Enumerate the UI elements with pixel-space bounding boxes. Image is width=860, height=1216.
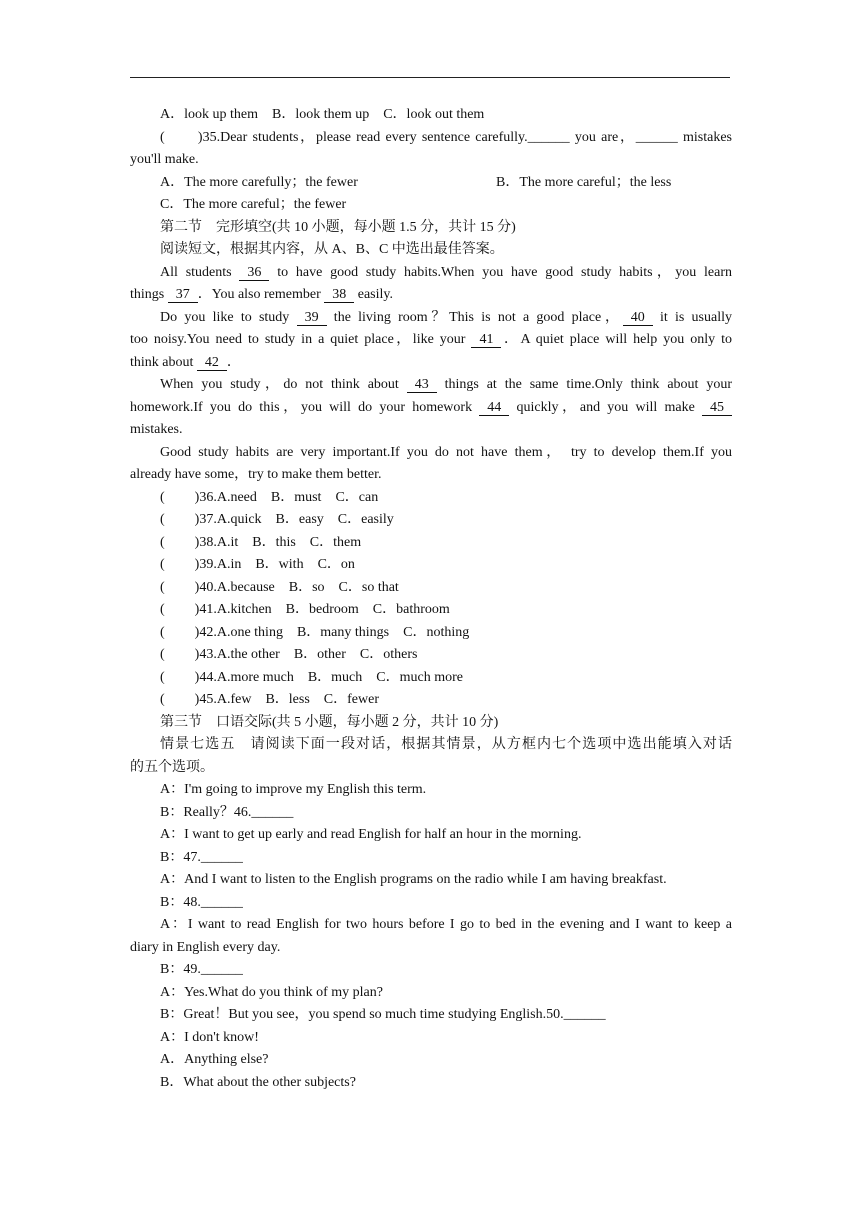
blank-43: 43 xyxy=(407,378,437,393)
question-40: ( )40.A.because B．so C．so that xyxy=(160,579,399,595)
q35-stem: ( )35.Dear students，please read every sentence carefully.______ you are，______ mistakes xyxy=(160,129,732,145)
passage-p1-line1: All students 36 to have good study habits.When you have good study habits，you learn xyxy=(160,264,732,280)
dialogue-line: B：Really？46.______ xyxy=(160,804,294,820)
passage-p2-line2: too noisy.You need to study in a quiet place，like your 41 ．A quiet place will help you only to xyxy=(130,332,732,347)
q35-option-a: A．The more carefully；the fewer xyxy=(160,174,358,190)
q35-stem-cont: you'll make. xyxy=(130,152,199,167)
blank-37: 37 xyxy=(168,288,198,303)
passage-p4-line1: Good study habits are very important.If you do not have them， try to develop them.If you xyxy=(160,444,732,460)
dialogue-line: B：48.______ xyxy=(160,894,243,910)
dialogue-line: B：49.______ xyxy=(160,962,243,977)
section2-instruction: 阅读短文，根据其内容，从 A、B、C 中选出最佳答案。 xyxy=(160,242,504,257)
question-43: ( )43.A.the other B．other C．others xyxy=(160,647,418,662)
blank-42: 42 xyxy=(197,356,227,371)
section3-instruction-cont: 的五个选项。 xyxy=(130,759,214,775)
question-42: ( )42.A.one thing B．many things C．nothing xyxy=(160,624,470,640)
blank-36: 36 xyxy=(239,266,269,281)
blank-38: 38 xyxy=(324,288,354,303)
section3-instruction: 情景七选五 请阅读下面一段对话，根据其情景，从方框内七个选项中选出能填入对话 xyxy=(160,737,732,752)
cloze-questions xyxy=(130,487,732,712)
q35-options-row xyxy=(130,172,732,195)
blank-39: 39 xyxy=(297,311,327,326)
dialogue-line: B：47.______ xyxy=(160,849,243,865)
passage-p3-line3: mistakes. xyxy=(130,422,183,437)
passage-p4-line2: already have some，try to make them better. xyxy=(130,467,382,482)
blank-40: 40 xyxy=(623,311,653,326)
passage-p1-line2: things 37 ．You also remember 38 easily. xyxy=(130,287,393,302)
blank-45: 45 xyxy=(702,401,732,416)
passage-p3-line2: homework.If you do this，you will do your homework 44 quickly，and you will make 45 xyxy=(130,397,732,420)
question-44: ( )44.A.more much B．much C．much more xyxy=(160,669,463,685)
q35-option-b: B．The more careful；the less xyxy=(496,174,672,190)
passage-p2-line3: think about 42 ． xyxy=(130,354,241,370)
dialogue-line: A：I want to get up early and read English for half an hour in the morning. xyxy=(160,827,582,842)
passage-p2-line1: Do you like to study 39 the living room？This is not a good place， 40 it is usually xyxy=(160,309,732,325)
dialogue-line: B：Great！But you see，you spend so much time studying English.50.______ xyxy=(160,1007,606,1022)
dialogue-line: A：I'm going to improve my English this term. xyxy=(160,782,427,797)
section2-heading: 第二节 完形填空(共 10 小题，每小题 1.5 分，共计 15 分) xyxy=(160,219,516,235)
dialogue-line: A：Yes.What do you think of my plan? xyxy=(160,984,383,1000)
dialogue-line-long-cont: diary in English every day. xyxy=(130,939,281,955)
q34-options: A．look up them B．look them up C．look out them xyxy=(160,107,485,122)
question-45: ( )45.A.few B．less C．fewer xyxy=(160,692,379,707)
question-37: ( )37.A.quick B．easy C．easily xyxy=(160,512,394,527)
blank-41: 41 xyxy=(471,333,501,348)
passage-p3-line1: When you study，do not think about 43 things at the same time.Only think about your xyxy=(160,377,732,392)
dialogue-line-long: A：I want to read English for two hours before I go to bed in the evening and I want to keep a xyxy=(160,917,732,932)
dialogue-line: A：I don't know! xyxy=(160,1029,259,1045)
question-36: ( )36.A.need B．must C．can xyxy=(160,489,379,505)
q35-option-c: C．The more careful；the fewer xyxy=(160,197,347,212)
blank-44: 44 xyxy=(479,401,509,416)
dialogue-line: A：And I want to listen to the English programs on the radio while I am having breakfast. xyxy=(160,872,667,887)
section3-heading: 第三节 口语交际(共 5 小题，每小题 2 分，共计 10 分) xyxy=(160,714,499,730)
question-41: ( )41.A.kitchen B．bedroom C．bathroom xyxy=(160,602,450,617)
answer-option: A．Anything else? xyxy=(160,1052,269,1067)
question-38: ( )38.A.it B．this C．them xyxy=(160,534,362,550)
answer-option: B．What about the other subjects? xyxy=(160,1074,356,1090)
header-rule xyxy=(130,77,730,78)
document-page xyxy=(130,104,732,1094)
question-39: ( )39.A.in B．with C．on xyxy=(160,557,355,572)
